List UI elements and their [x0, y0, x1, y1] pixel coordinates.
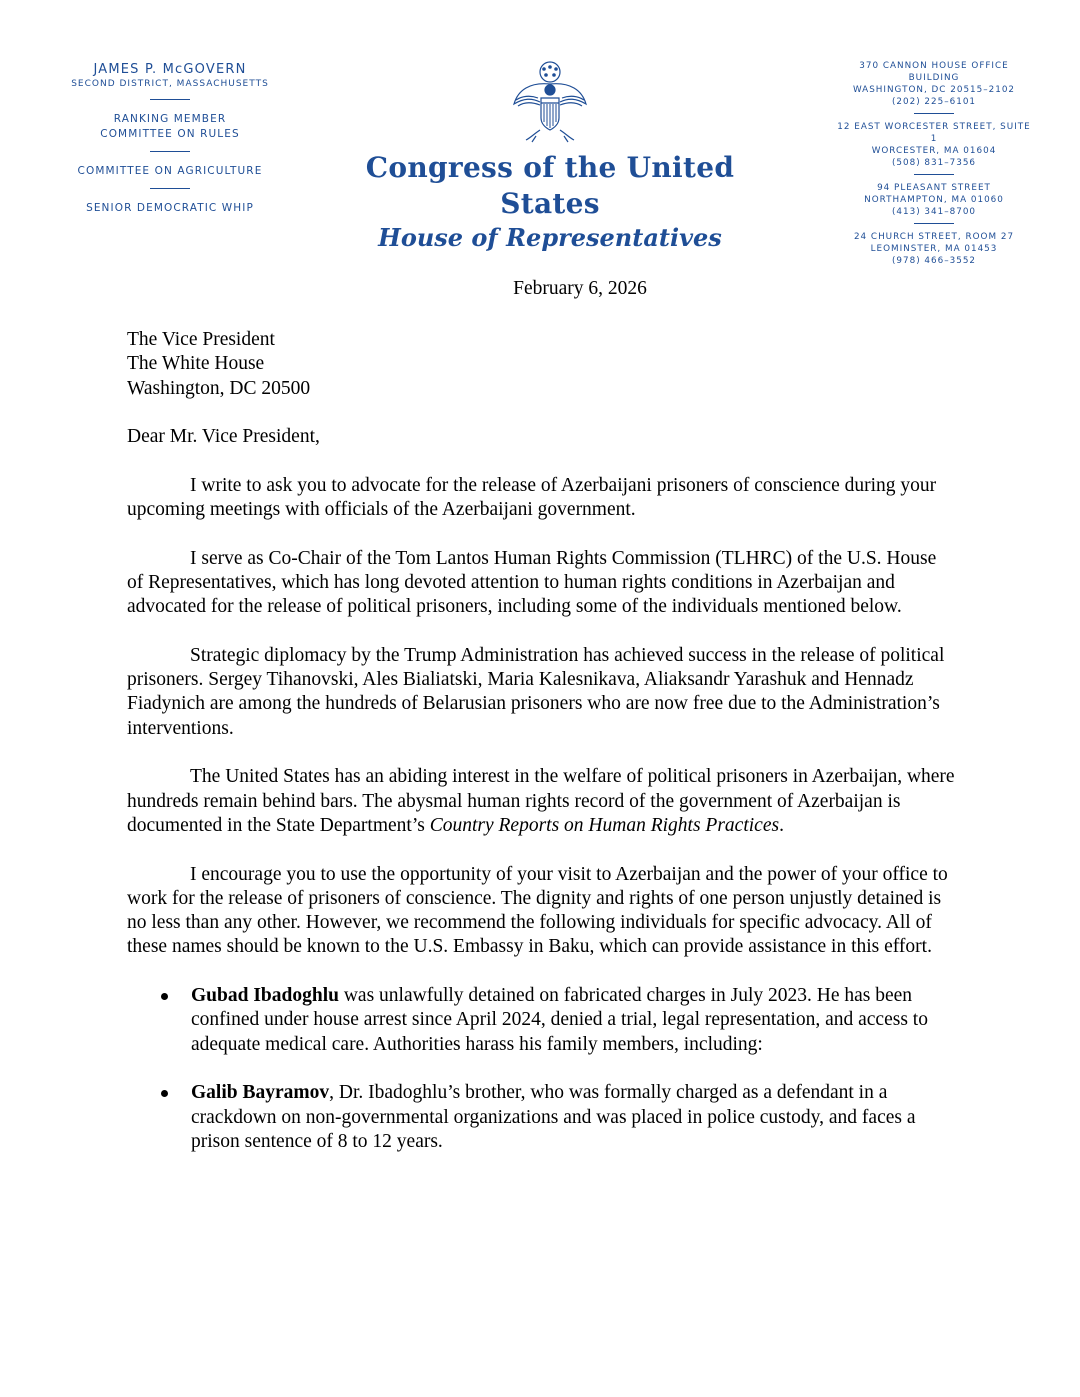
- letter-date: February 6, 2026: [513, 278, 647, 299]
- eagle-seal-icon: [510, 60, 590, 144]
- committee-line: COMMITTEE ON AGRICULTURE: [77, 165, 263, 177]
- divider: [150, 99, 190, 100]
- masthead-house: House of Representatives: [378, 223, 722, 252]
- paragraph: [127, 765, 957, 838]
- paragraph: I write to ask you to advocate for the release of Azerbaijani prisoners of conscience during your upcoming meetings with officials of the Azerbaijani government.: [127, 474, 937, 521]
- paragraph-text: .: [779, 814, 784, 836]
- prisoner-description: , Dr. Ibadoghlu’s brother, who was formally charged as a defendant in a crackdown on non-governmental organizations and was placed in police custody, and faces a prison sentence of 8 to 12 years.: [191, 1082, 916, 1152]
- masthead: [340, 150, 760, 254]
- paragraph: I serve as Co-Chair of the Tom Lantos Human Rights Commission (TLHRC) of the U.S. House of Representatives, which has long devoted attention to human rights conditions in Azerbaijan and advocated for the release of political prisoners, including some of the individuals mentioned below.: [127, 547, 937, 618]
- paragraph-text: The United States has an abiding interest in the welfare of political prisoners in Azerbaijan, where hundreds remain behind bars. The abysmal human rights record of the government of Azerbaijan is documented in the State Department’s: [127, 766, 955, 836]
- address-line: WASHINGTON, DC 20515–2102: [852, 85, 1016, 95]
- office-address: [836, 182, 1032, 218]
- address-line: WORCESTER, MA 01604: [871, 146, 997, 156]
- masthead-congress: Congress of the United States: [365, 151, 735, 220]
- prisoner-name: Galib Bayramov: [191, 1082, 330, 1104]
- divider: [150, 151, 190, 152]
- address-line: 94 PLEASANT STREET: [877, 183, 991, 193]
- recipient-address: [127, 328, 957, 401]
- divider: [914, 174, 954, 175]
- letter-body: [127, 328, 957, 1154]
- office-address: [836, 60, 1032, 108]
- divider: [150, 188, 190, 189]
- letterhead-left: [60, 62, 280, 216]
- list-item: [127, 1081, 957, 1154]
- salutation: Dear Mr. Vice President,: [127, 426, 320, 448]
- list-item: [127, 984, 957, 1057]
- phone-line: (508) 831–7356: [891, 158, 977, 168]
- prisoner-name: Gubad Ibadoghlu: [191, 985, 339, 1007]
- phone-line: (202) 225–6101: [891, 97, 977, 107]
- phone-line: (978) 466–3552: [891, 256, 977, 266]
- prisoner-list: [127, 984, 957, 1154]
- prisoner-description: was unlawfully detained on fabricated charges in July 2023. He has been confined under house arrest since April 2024, denied a trial, legal representation, and access to adequate medical care. Authorities harass his family members, including:: [191, 985, 928, 1055]
- letterhead-right: [836, 60, 1032, 267]
- address-line: 12 EAST WORCESTER STREET, SUITE 1: [837, 122, 1031, 144]
- recipient-line: The White House: [127, 353, 265, 375]
- paragraph: I encourage you to use the opportunity of your visit to Azerbaijan and the power of your office to work for the release of prisoners of conscience. The dignity and rights of one person unjustly detained is no less than any other. However, we recommend the following individuals for specific advocacy. All of these names should be known to the U.S. Embassy in Baku, which can provide assistance in this effort.: [127, 863, 948, 958]
- paragraph: Strategic diplomacy by the Trump Administration has achieved success in the release of political prisoners. Sergey Tihanovski, Ales Bialiatski, Maria Kalesnikava, Aliaksandr Yarashuk and Hennadz Fiadynich are among the hundreds of Belarusian prisoners who are now free due to the Administration’s interventions.: [127, 644, 945, 739]
- whip-line: SENIOR DEMOCRATIC WHIP: [86, 202, 254, 214]
- address-line: 370 CANNON HOUSE OFFICE BUILDING: [859, 61, 1009, 83]
- recipient-line: The Vice President: [127, 329, 275, 350]
- role-line: RANKING MEMBER: [113, 113, 227, 125]
- address-line: 24 CHURCH STREET, ROOM 27: [853, 232, 1015, 242]
- bullet-icon: [161, 993, 168, 1000]
- address-line: NORTHAMPTON, MA 01060: [864, 195, 1004, 205]
- member-name: JAMES P. McGOVERN: [93, 62, 247, 77]
- phone-line: (413) 341–8700: [891, 207, 977, 217]
- address-line: LEOMINSTER, MA 01453: [870, 244, 998, 254]
- divider: [914, 113, 954, 114]
- office-address: [836, 121, 1032, 169]
- recipient-line: Washington, DC 20500: [127, 377, 311, 399]
- office-address: [836, 231, 1032, 267]
- member-district: SECOND DISTRICT, MASSACHUSETTS: [71, 79, 269, 89]
- role-line: COMMITTEE ON RULES: [100, 128, 240, 140]
- divider: [914, 223, 954, 224]
- bullet-icon: [161, 1090, 168, 1097]
- report-title: Country Reports on Human Rights Practices: [429, 814, 780, 836]
